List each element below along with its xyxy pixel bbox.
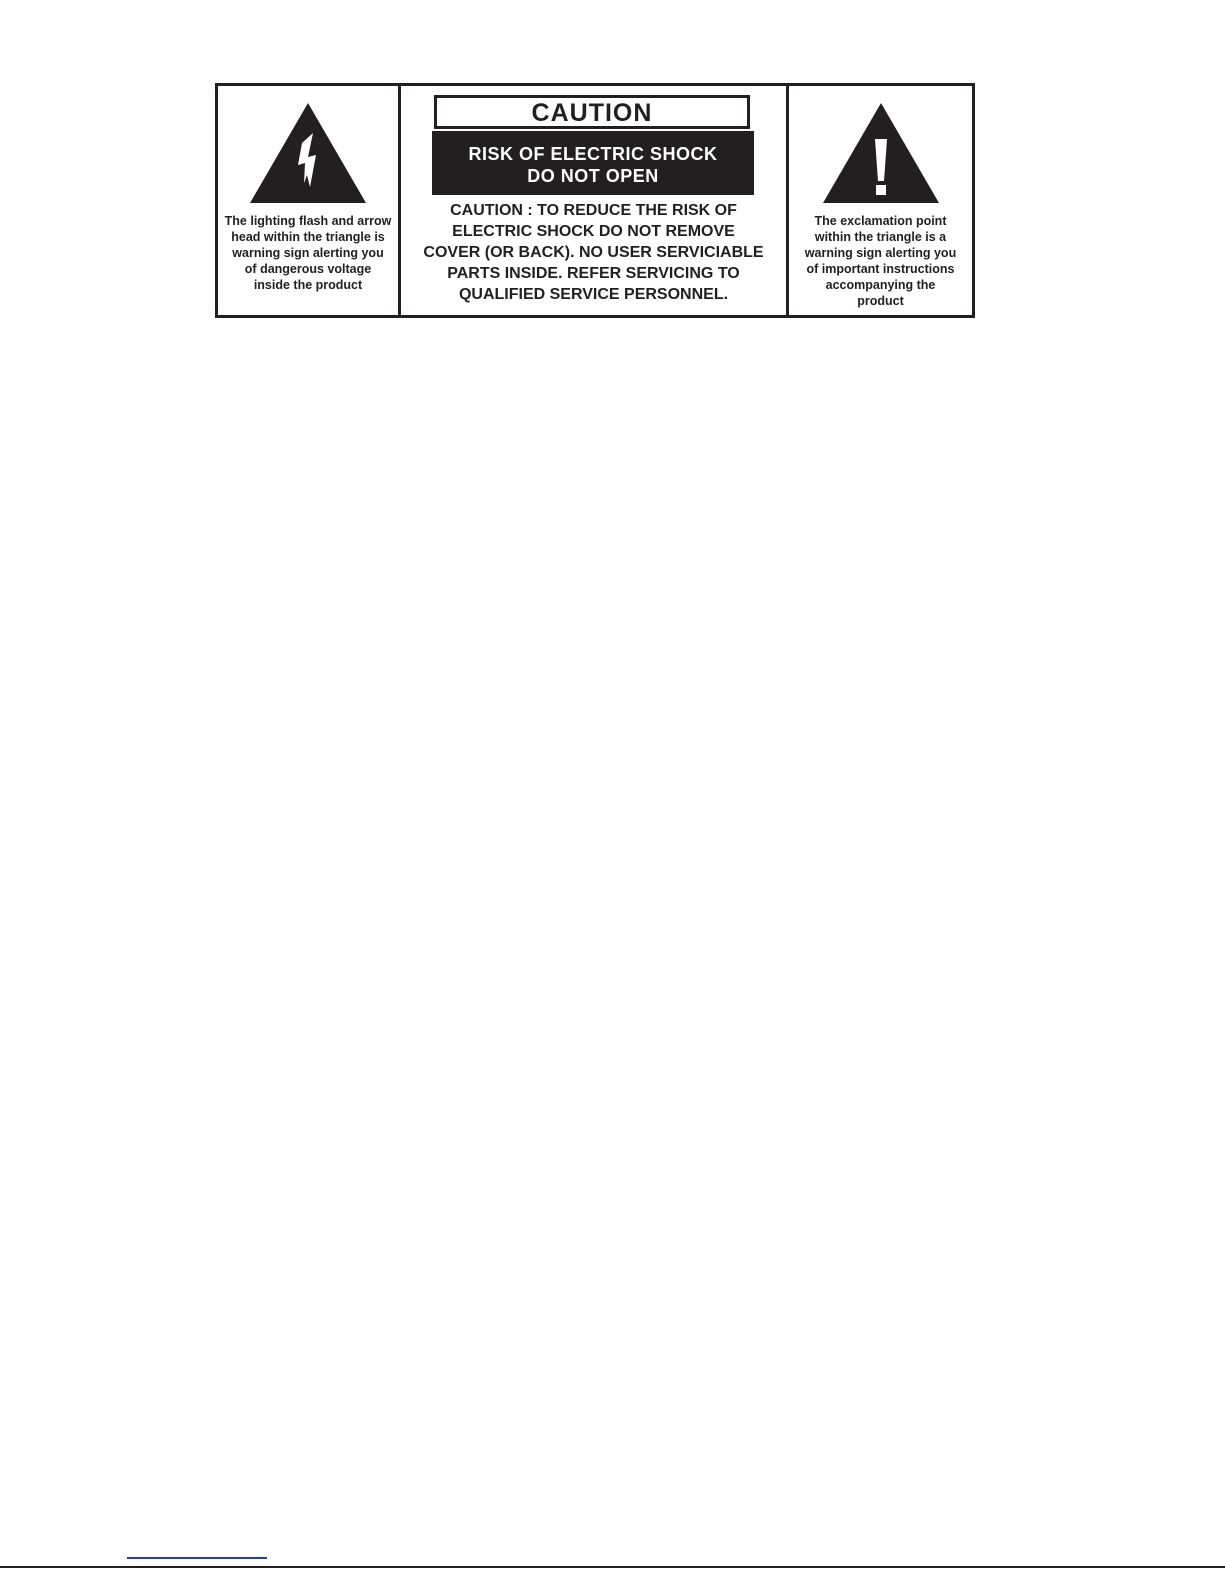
lightning-warning-text: The lighting flash and arrow head within the triangle is warning sign alerting you of dangerous voltage inside the product (224, 214, 392, 292)
caution-center-cell (401, 86, 789, 315)
caution-label (215, 83, 975, 318)
exclamation-triangle-icon (823, 103, 939, 203)
lightning-warning-cell (218, 86, 401, 315)
caution-body-text: CAUTION : TO REDUCE THE RISK OF ELECTRIC SHOCK DO NOT REMOVE COVER (OR BACK). NO USER SERVICIABLE PARTS INSIDE. REFER SERVICING TO QUALIFIED SERVICE PERSONNEL. (423, 202, 764, 303)
lightning-triangle-icon (250, 103, 366, 203)
exclamation-warning-text: The exclamation point within the triangle is a warning sign alerting you of important instructions accompanying the product (804, 214, 957, 308)
footer-rule (0, 1566, 1225, 1568)
caution-title: CAUTION (434, 95, 750, 129)
exclamation-warning-cell (789, 86, 972, 315)
footer-link-underline[interactable] (127, 1557, 267, 1559)
shock-warning-banner: RISK OF ELECTRIC SHOCK DO NOT OPEN (432, 131, 754, 195)
